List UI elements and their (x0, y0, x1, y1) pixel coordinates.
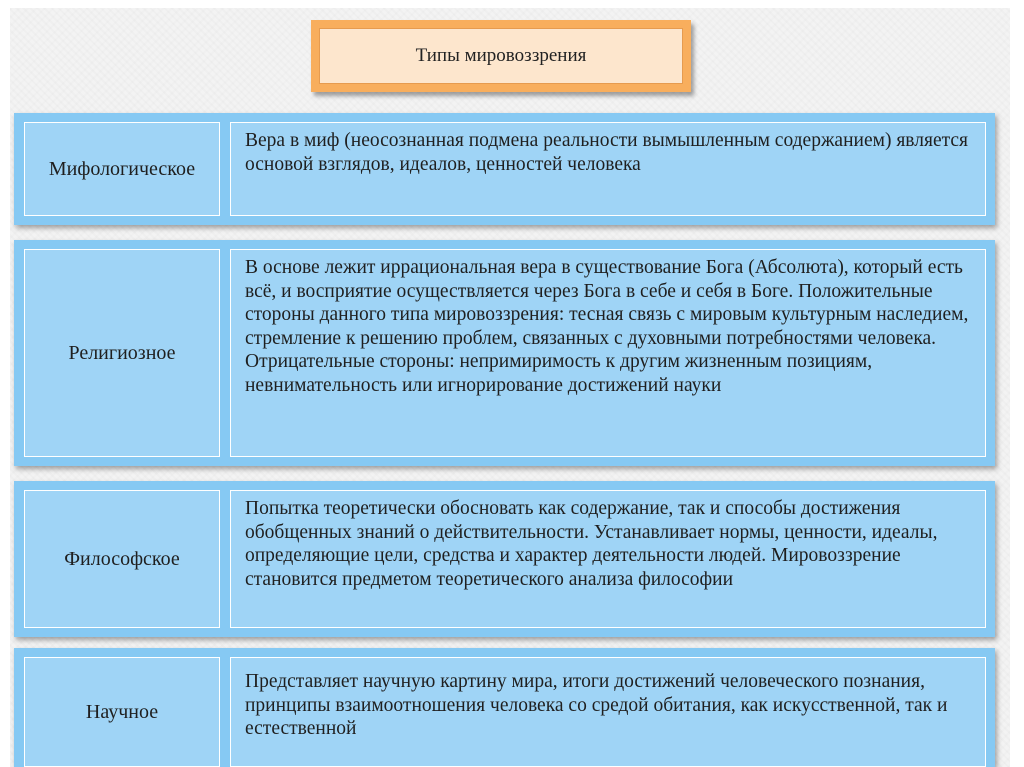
type-row-philosophical (14, 481, 995, 637)
type-label-philosophical: Философское (24, 490, 220, 628)
page-title: Типы мировоззрения (319, 28, 683, 84)
type-label-mythological: Мифологическое (24, 122, 220, 216)
type-description-mythological: Вера в миф (неосознанная подмена реальности вымышленным содержанием) является основой взглядов, идеалов, ценностей человека (230, 122, 986, 216)
type-description-philosophical: Попытка теоретически обосновать как содержание, так и способы достижения обобщенных знаний о действительности. Устанавливает нормы, ценности, идеалы, определяющие цели, средства и характер деятельности людей. Мировоззрение становится предметом теоретического анализа философии (230, 490, 986, 628)
type-row-scientific (14, 648, 995, 767)
type-label-scientific: Научное (24, 657, 220, 767)
title-box (311, 20, 691, 92)
type-label-religious: Религиозное (24, 249, 220, 457)
type-description-scientific: Представляет научную картину мира, итоги достижений человеческого познания, принципы взаимоотношения человека со средой обитания, как искусственной, так и естественной (230, 657, 986, 767)
type-description-religious: В основе лежит иррациональная вера в существование Бога (Абсолюта), который есть всё, и восприятие осуществляется через Бога в себе и себя в Боге. Положительные стороны данного типа мировоззрения: тесная связь с мировым культурным наследием, стремление к решению проблем, связанных с духовными потребностями человека. Отрицательные стороны: непримиримость к другим жизненным позициям, невнимательность или игнорирование достижений науки (230, 249, 986, 457)
type-row-mythological (14, 113, 995, 225)
type-row-religious (14, 240, 995, 466)
